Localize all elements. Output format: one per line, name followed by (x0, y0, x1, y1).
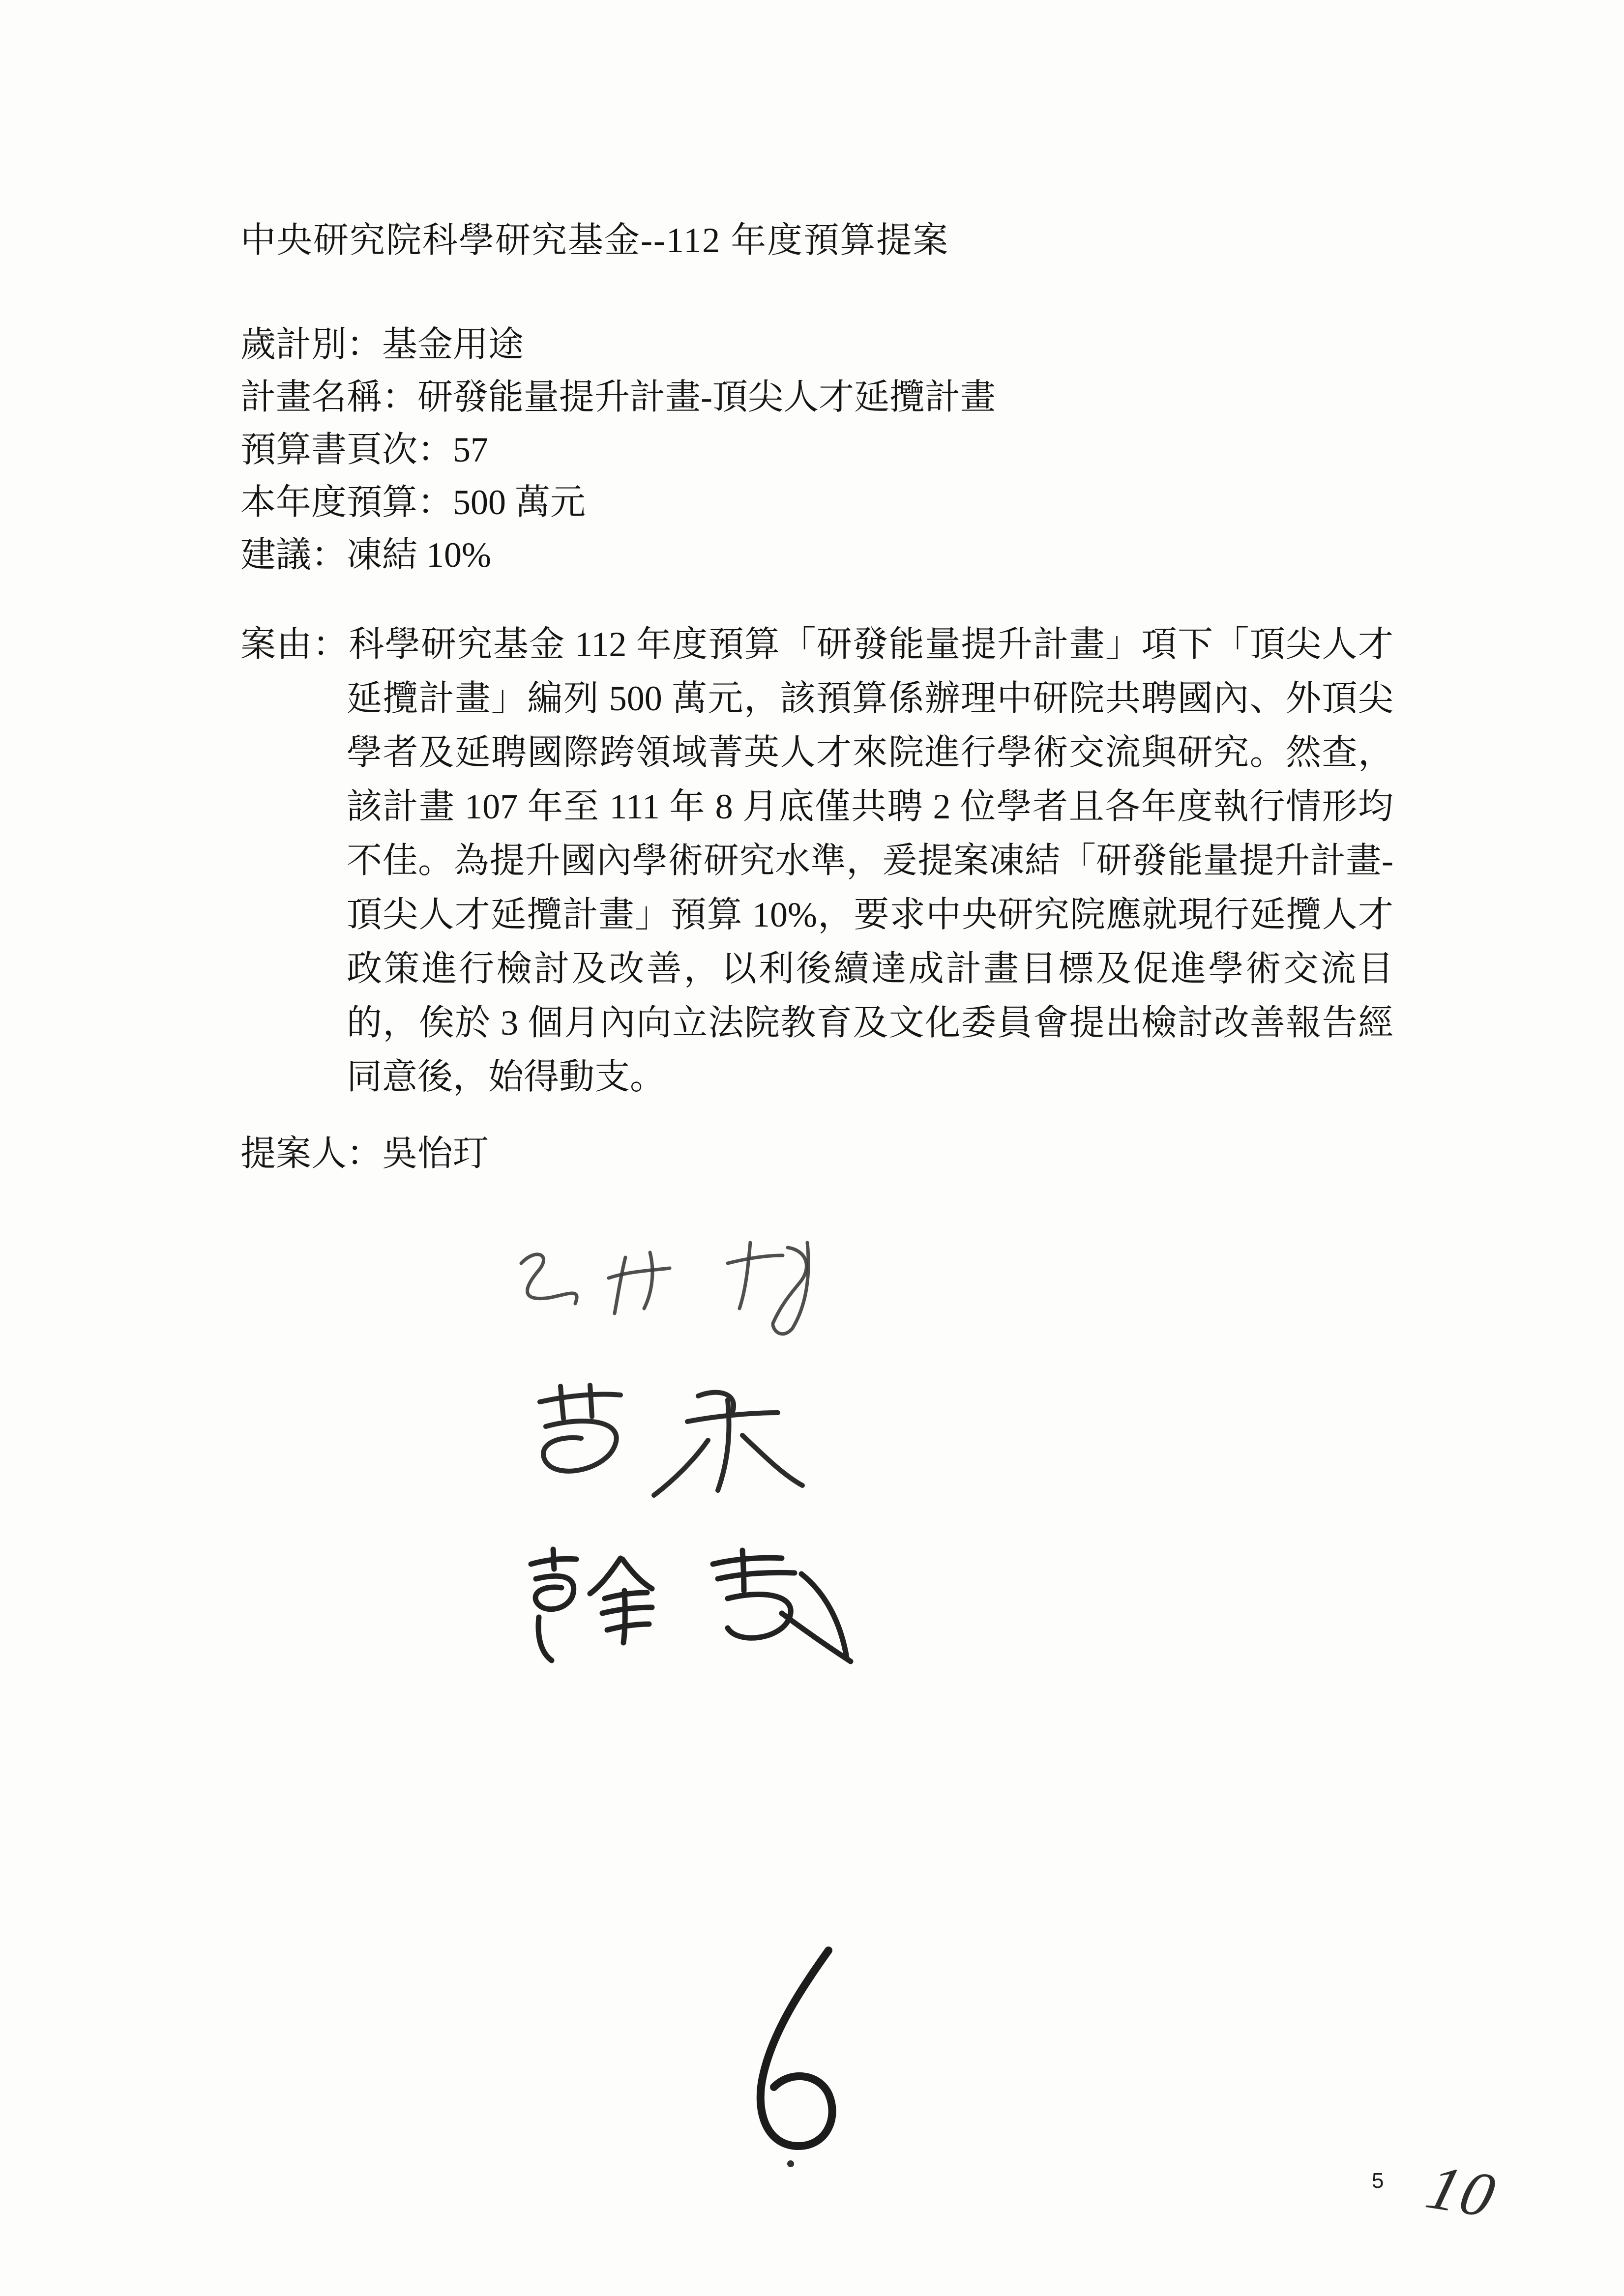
signature-3-drawing (506, 1543, 860, 1686)
field-row-plan-name (240, 371, 996, 424)
field-label: 本年度預算： (240, 483, 453, 522)
field-value: 57 (453, 430, 489, 469)
handwritten-signature-3 (506, 1543, 860, 1686)
proposer-label: 提案人： (240, 1134, 383, 1173)
handwritten-number-6 (728, 1942, 856, 2175)
signature-1-drawing (492, 1229, 836, 1357)
field-list (240, 319, 996, 581)
number-6-drawing (728, 1942, 856, 2173)
signature-2-drawing (511, 1381, 826, 1519)
field-label: 預算書頁次： (240, 430, 453, 469)
handwritten-page-annotation: 10 (1419, 2152, 1504, 2231)
field-row-recommendation (240, 529, 996, 581)
field-value: 凍結 10% (347, 535, 491, 575)
scan-speck (787, 2160, 794, 2167)
field-row-annual-budget (240, 476, 996, 529)
case-section (240, 617, 1393, 1104)
field-value: 基金用途 (382, 325, 524, 364)
handwritten-signature-1 (492, 1229, 836, 1357)
handwritten-signature-2 (511, 1381, 826, 1519)
case-paragraph (240, 617, 1393, 1104)
field-label: 歲計別： (240, 325, 383, 364)
case-label: 案由： (240, 625, 349, 664)
proposer-name: 吳怡玎 (382, 1134, 489, 1173)
proposer-line (240, 1127, 488, 1181)
field-row-budget-page (240, 424, 996, 476)
field-row-budget-category (240, 319, 996, 371)
field-value: 研發能量提升計畫-頂尖人才延攬計畫 (417, 378, 996, 417)
document-title: 中央研究院科學研究基金--112 年度預算提案 (240, 221, 949, 260)
field-label: 計畫名稱： (240, 378, 418, 417)
field-label: 建議： (240, 535, 347, 575)
case-body: 科學研究基金 112 年度預算「研發能量提升計畫」項下「頂尖人才延攬計畫」編列 500 萬元，該預算係辦理中研院共聘國內、外頂尖學者及延聘國際跨領域菁英人才來院進行學術交流與研究。然查，該計畫 107 年至 111 年 8 月底僅共聘 2 位學者且各年度執行情形均不佳。為提升國內學術研究水準，爰提案凍結「研發能量提升計畫-頂尖人才延攬計畫」預算 10%，要求中央研究院應就現行延攬人才政策進行檢討及改善，以利後續達成計畫目標及促進學術交流目的，俟於 3 個月內向立法院教育及文化委員會提出檢討改善報告經同意後，始得動支。 (347, 625, 1393, 1097)
page-number: 5 (1372, 2169, 1384, 2193)
field-value: 500 萬元 (453, 483, 586, 522)
